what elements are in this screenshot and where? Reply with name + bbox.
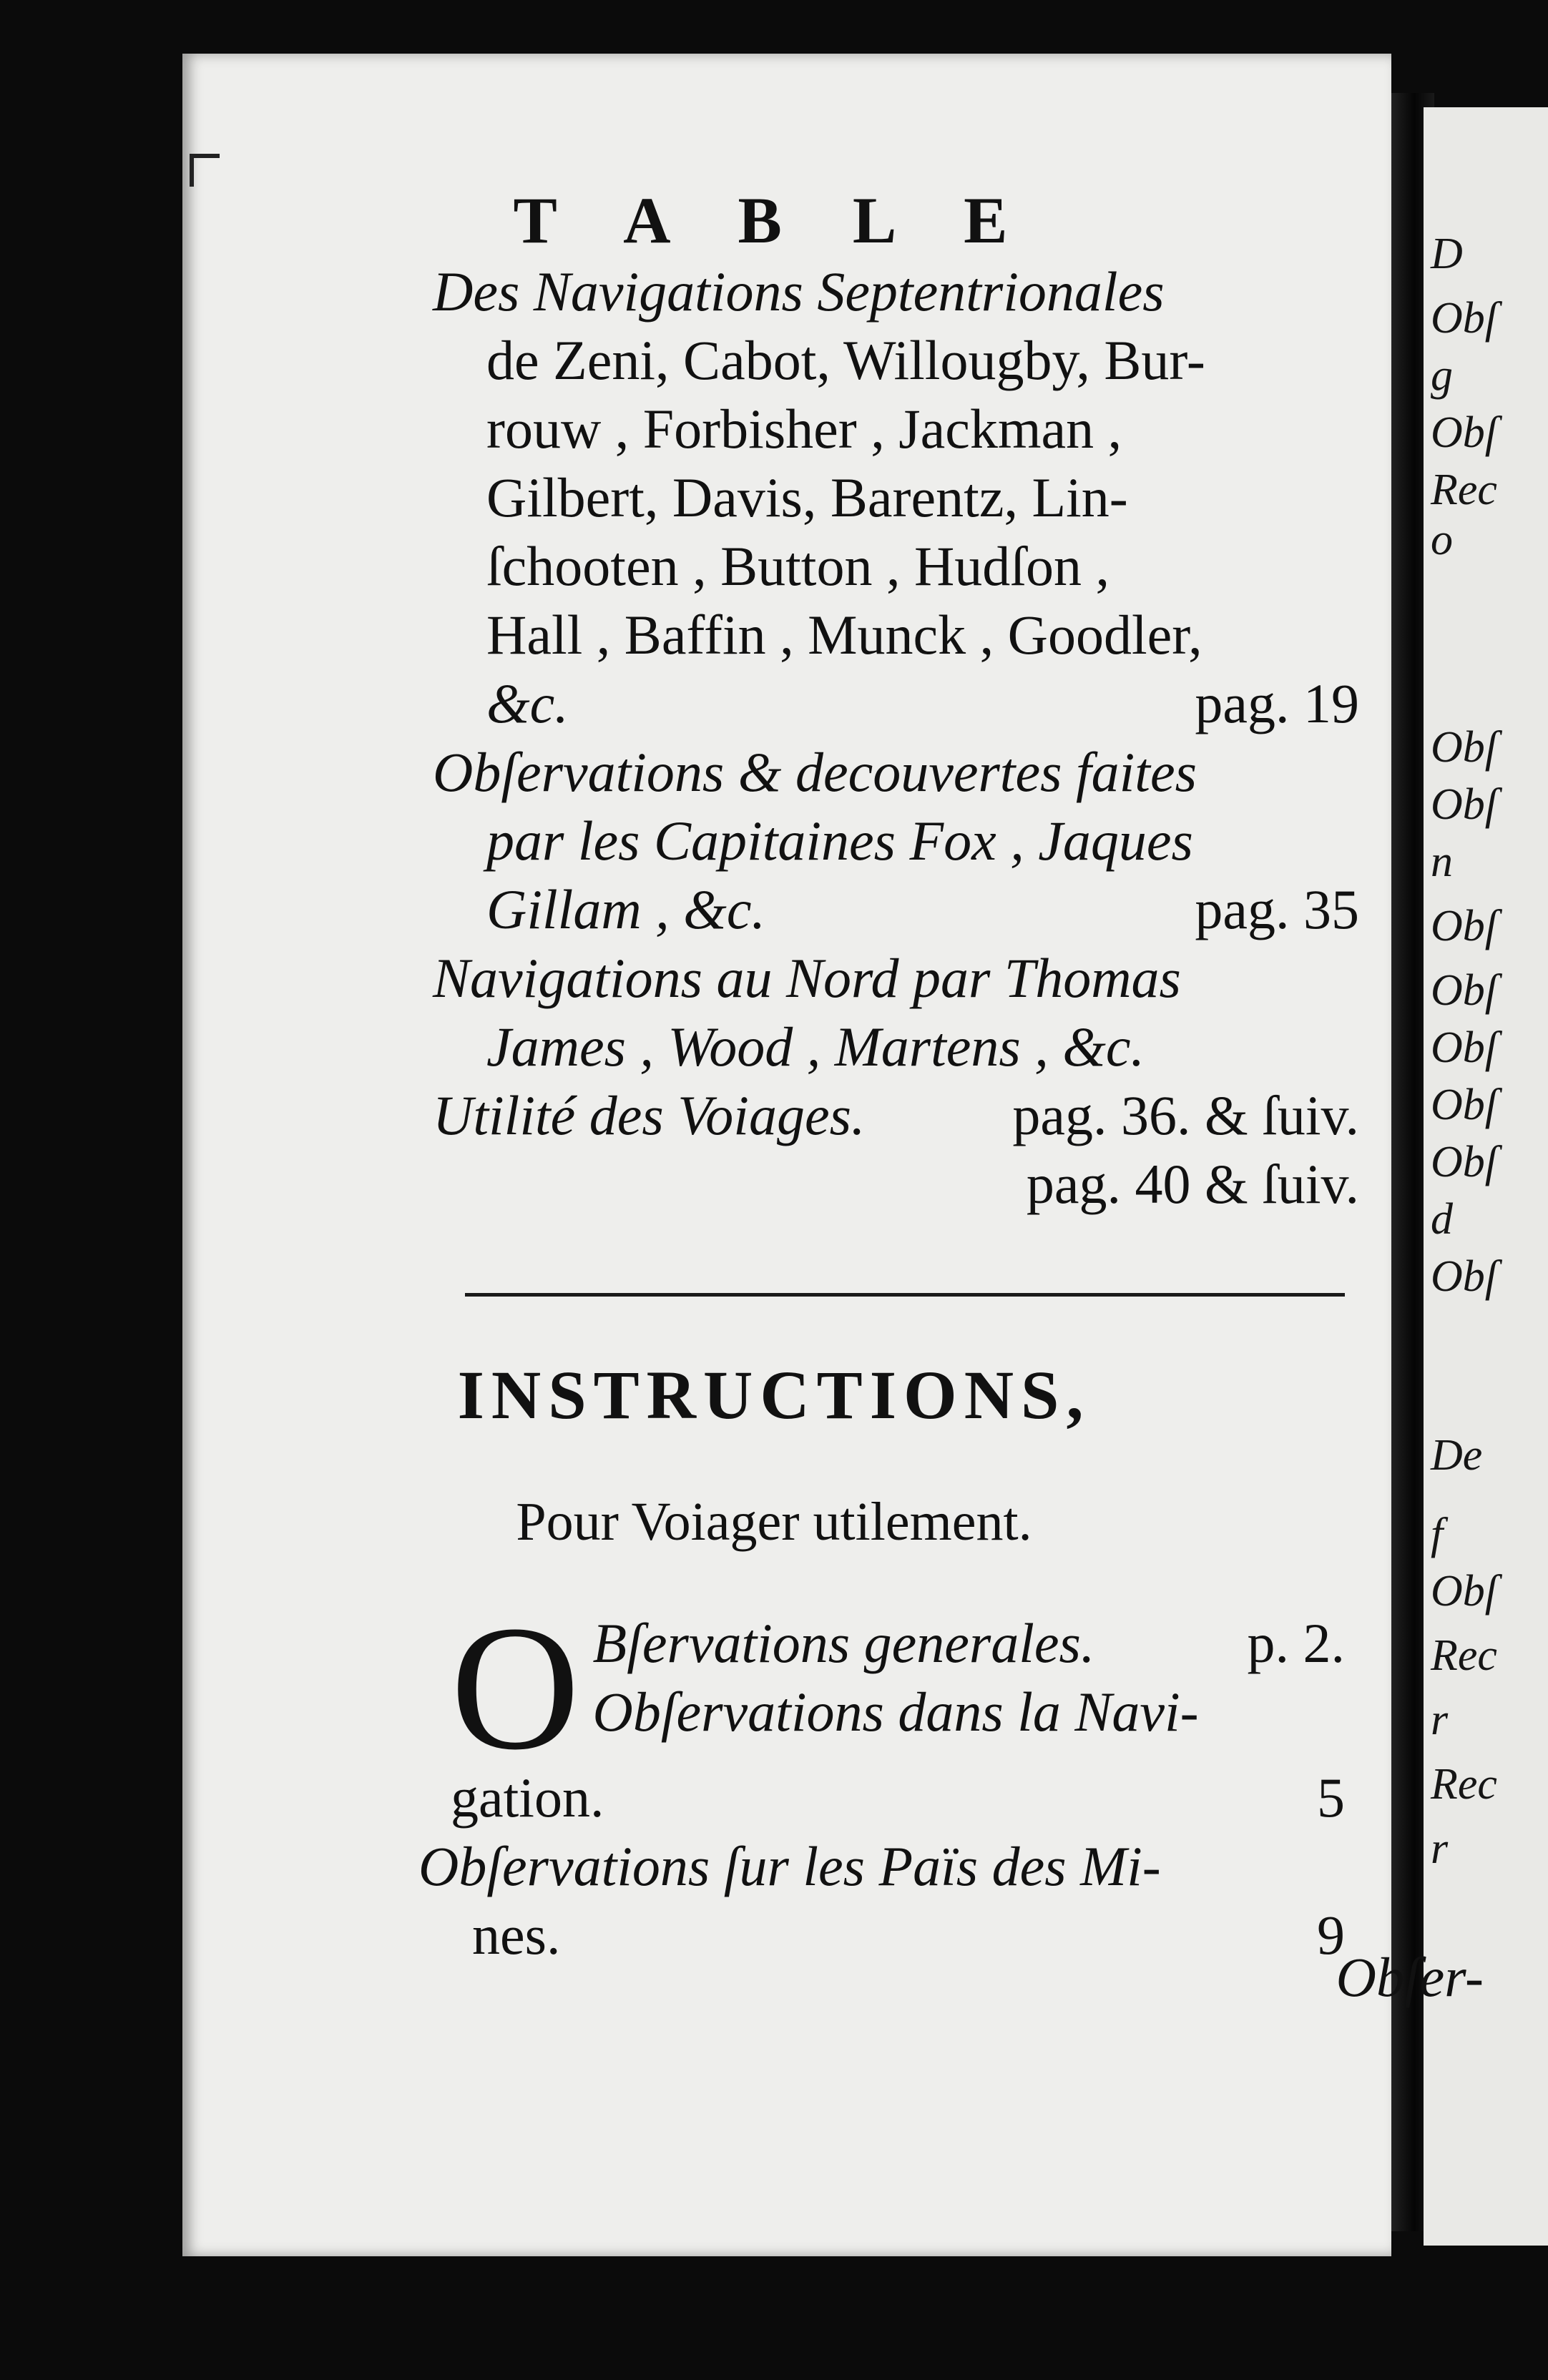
- page-number: p. 2.: [1247, 1612, 1345, 1674]
- facing-page-fragment: Obſ: [1431, 723, 1497, 772]
- page-number: pag. 40 & ſuiv.: [1026, 1153, 1359, 1215]
- divider-rule: [465, 1293, 1345, 1297]
- toc-line: Des Navigations Septentrionales: [433, 260, 1165, 323]
- toc-entry: [433, 1081, 1359, 1215]
- drop-capital: O: [451, 1589, 580, 1787]
- page-number: 9: [1317, 1904, 1345, 1966]
- toc-line: par les Capitaines Fox , Jaques: [486, 810, 1193, 872]
- toc-line: Gilbert, Davis, Barentz, Lin-: [486, 466, 1128, 528]
- toc-line: Obſervations & decouvertes faites: [433, 741, 1197, 803]
- facing-page-fragment: D: [1431, 230, 1463, 278]
- toc-line: ſchooten , Button , Hudſon ,: [486, 535, 1109, 597]
- instructions-list: [418, 1589, 1345, 1970]
- facing-page-fragment: De: [1431, 1431, 1483, 1480]
- facing-page-fragment: Obſ: [1431, 408, 1497, 457]
- page-number: 5: [1317, 1766, 1345, 1829]
- facing-page-fragment: Obſ: [1431, 966, 1497, 1015]
- facing-page-fragment: o: [1431, 516, 1453, 564]
- toc-entry: [433, 738, 1359, 944]
- facing-page-fragment: Obſ: [1431, 1567, 1497, 1616]
- instr-line: [451, 1609, 1345, 1678]
- facing-page-fragment: Obſ: [1431, 902, 1497, 950]
- instr-line: [472, 1901, 1345, 1970]
- toc-text: &c.: [486, 672, 569, 734]
- page-title: T A B L E: [513, 184, 1035, 257]
- toc-line-last: [433, 1081, 1359, 1215]
- instr-text: Bſervations generales.: [592, 1612, 1095, 1674]
- instr-line: [451, 1764, 1345, 1832]
- facing-page-fragment: f: [1431, 1510, 1444, 1558]
- facing-page-fragment: Obſ: [1431, 1081, 1497, 1129]
- facing-page-fragment: g: [1431, 351, 1453, 400]
- facing-page-fragment: Rec: [1431, 1631, 1497, 1680]
- facing-page-fragment: d: [1431, 1195, 1453, 1244]
- page-number: pag. 36. & ſuiv.: [1012, 1084, 1359, 1146]
- instr-text: gation.: [451, 1766, 604, 1829]
- toc-entry: [433, 257, 1359, 738]
- facing-page-fragment: Obſ: [1431, 1138, 1497, 1186]
- toc-line-last: [486, 875, 1359, 944]
- facing-page-fragment: r: [1431, 1696, 1449, 1744]
- facing-page-fragment: Obſ: [1431, 780, 1497, 829]
- table-of-contents: [433, 257, 1359, 1219]
- toc-text: Gillam , &c.: [486, 878, 765, 940]
- section-subheading: Pour Voiager utilement.: [516, 1492, 1032, 1552]
- facing-page-fragment: Obſ: [1431, 1023, 1497, 1072]
- page-number: pag. 19: [1195, 672, 1359, 734]
- facing-page-fragment: Obſ: [1431, 294, 1497, 343]
- instr-text: nes.: [472, 1904, 561, 1966]
- toc-line: James , Wood , Martens , &c.: [486, 1016, 1145, 1078]
- facing-page-fragment: Rec: [1431, 466, 1497, 514]
- toc-line: rouw , Forbisher , Jackman ,: [486, 398, 1122, 460]
- page-number: pag. 35: [1195, 878, 1359, 940]
- facing-page-fragment: r: [1431, 1824, 1449, 1873]
- toc-line: de Zeni, Cabot, Willougby, Bur-: [486, 329, 1205, 391]
- facing-page-fragment: n: [1431, 837, 1453, 886]
- instr-line: Obſervations ſur les Païs des Mi-: [418, 1835, 1161, 1897]
- section-heading: INSTRUCTIONS,: [457, 1357, 1091, 1433]
- instr-line: Obſervations dans la Navi-: [592, 1681, 1199, 1743]
- toc-text: Utilité des Voiages.: [433, 1084, 866, 1146]
- toc-line-last: [486, 669, 1359, 738]
- toc-line: Navigations au Nord par Thomas: [433, 947, 1181, 1009]
- facing-page: [1424, 107, 1548, 2246]
- catchword: Obſer-: [1336, 1946, 1484, 2008]
- facing-page-fragment: Obſ: [1431, 1252, 1497, 1301]
- toc-line: Hall , Baffin , Munck , Goodler,: [486, 604, 1202, 666]
- facing-page-fragment: Rec: [1431, 1760, 1497, 1809]
